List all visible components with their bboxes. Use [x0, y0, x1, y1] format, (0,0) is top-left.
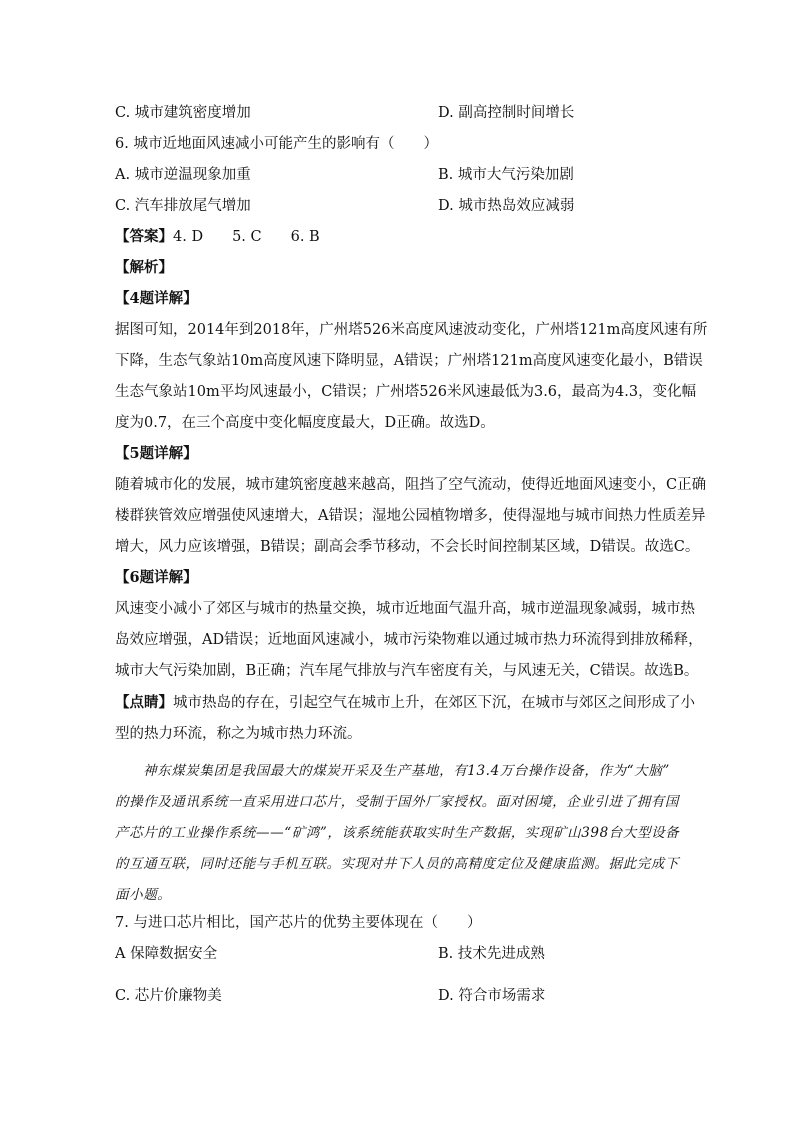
q4-detail-label: 【4题详解】 — [115, 290, 198, 307]
q5-detail-line: 楼群狭管效应增强使风速增大，A错误；湿地公园植物增多，使得湿地与城市间热力性质差异 — [115, 508, 706, 524]
material-passage — [115, 756, 685, 911]
q5-detail-line: 增大，风力应该增强，B错误；副高会季节移动，不会长时间控制某区域，D错误。故选C。 — [115, 539, 700, 555]
q5-option-d: D. 副高控制时间增长 — [438, 105, 575, 121]
q6-option-a: A. 城市逆温现象加重 — [115, 167, 251, 183]
dianjing-label: 【点睛】 — [115, 694, 173, 711]
q5-option-c: C. 城市建筑密度增加 — [115, 105, 251, 121]
analysis-label: 【解析】 — [115, 259, 173, 276]
q6-detail-label: 【6题详解】 — [115, 569, 198, 586]
q6-detail-line: 岛效应增强，AD错误；近地面风速减小，城市污染物难以通过城市热力环流得到排放稀释， — [115, 632, 703, 648]
material-line: 神东煤炭集团是我国最大的煤炭开采及生产基地，有13.4万台操作设备，作为“大脑” — [143, 763, 670, 779]
q6-option-c: C. 汽车排放尾气增加 — [115, 198, 251, 214]
q4-detail-line: 据图可知，2014年到2018年，广州塔526米高度风速波动变化，广州塔121m高度风速有所 — [115, 322, 708, 338]
q4-detail-body — [115, 315, 708, 439]
q7-option-b: B. 技术先进成熟 — [438, 946, 545, 962]
dianjing-body — [115, 687, 695, 750]
dianjing-line — [115, 687, 695, 719]
q5-detail-body — [115, 470, 707, 563]
material-line: 产芯片的工业操作系统——“矿鸿”，该系统能获取实时生产数据，实现矿山398台大型设备 — [115, 825, 680, 841]
material-line: 的操作及通讯系统一直采用进口芯片，受制于国外厂家授权。面对困境，企业引进了拥有国 — [115, 794, 679, 810]
q4-detail-line: 下降，生态气象站10m高度风速下降明显，A错误；广州塔121m高度风速变化最小，B错误 — [115, 353, 703, 369]
q6-detail-line: 城市大气污染加剧，B正确；汽车尾气排放与汽车密度有关，与风速无关，C错误。故选B。 — [115, 663, 699, 679]
q4-detail-line: 度为0.7，在三个高度中变化幅度度最大，D正确。故选D。 — [115, 415, 495, 431]
answer-line — [115, 227, 320, 247]
q7-option-a: A 保障数据安全 — [115, 946, 218, 962]
q7-option-d: D. 符合市场需求 — [438, 988, 546, 1004]
q7-option-c: C. 芯片价廉物美 — [115, 988, 222, 1004]
material-line: 的互通互联，同时还能与手机互联。实现对井下人员的高精度定位及健康监测。据此完成下 — [115, 856, 679, 872]
dianjing-text: 城市热岛的存在，引起空气在城市上升，在郊区下沉，在城市与郊区之间形成了小 — [173, 695, 695, 711]
q6-stem: 6. 城市近地面风速减小可能产生的影响有（ ） — [115, 136, 438, 152]
q7-stem: 7. 与进口芯片相比，国产芯片的优势主要体现在（ ） — [115, 915, 482, 931]
answer-label: 【答案】 — [115, 228, 173, 245]
q6-option-d: D. 城市热岛效应减弱 — [438, 198, 575, 214]
q5-detail-label: 【5题详解】 — [115, 445, 198, 462]
q4-detail-line: 生态气象站10m平均风速最小，C错误；广州塔526米风速最低为3.6，最高为4.3，变化幅 — [115, 384, 697, 400]
answer-text: 4. D 5. C 6. B — [173, 229, 320, 245]
q6-detail-body — [115, 594, 703, 687]
dianjing-line: 型的热力环流，称之为城市热力环流。 — [115, 726, 362, 742]
q6-detail-line: 风速变小减小了郊区与城市的热量交换，城市近地面气温升高，城市逆温现象减弱，城市热 — [115, 601, 695, 617]
material-line: 面小题。 — [115, 887, 172, 903]
q6-option-b: B. 城市大气污染加剧 — [438, 167, 574, 183]
q5-detail-line: 随着城市化的发展，城市建筑密度越来越高，阻挡了空气流动，使得近地面风速变小，C正确 — [115, 477, 707, 493]
